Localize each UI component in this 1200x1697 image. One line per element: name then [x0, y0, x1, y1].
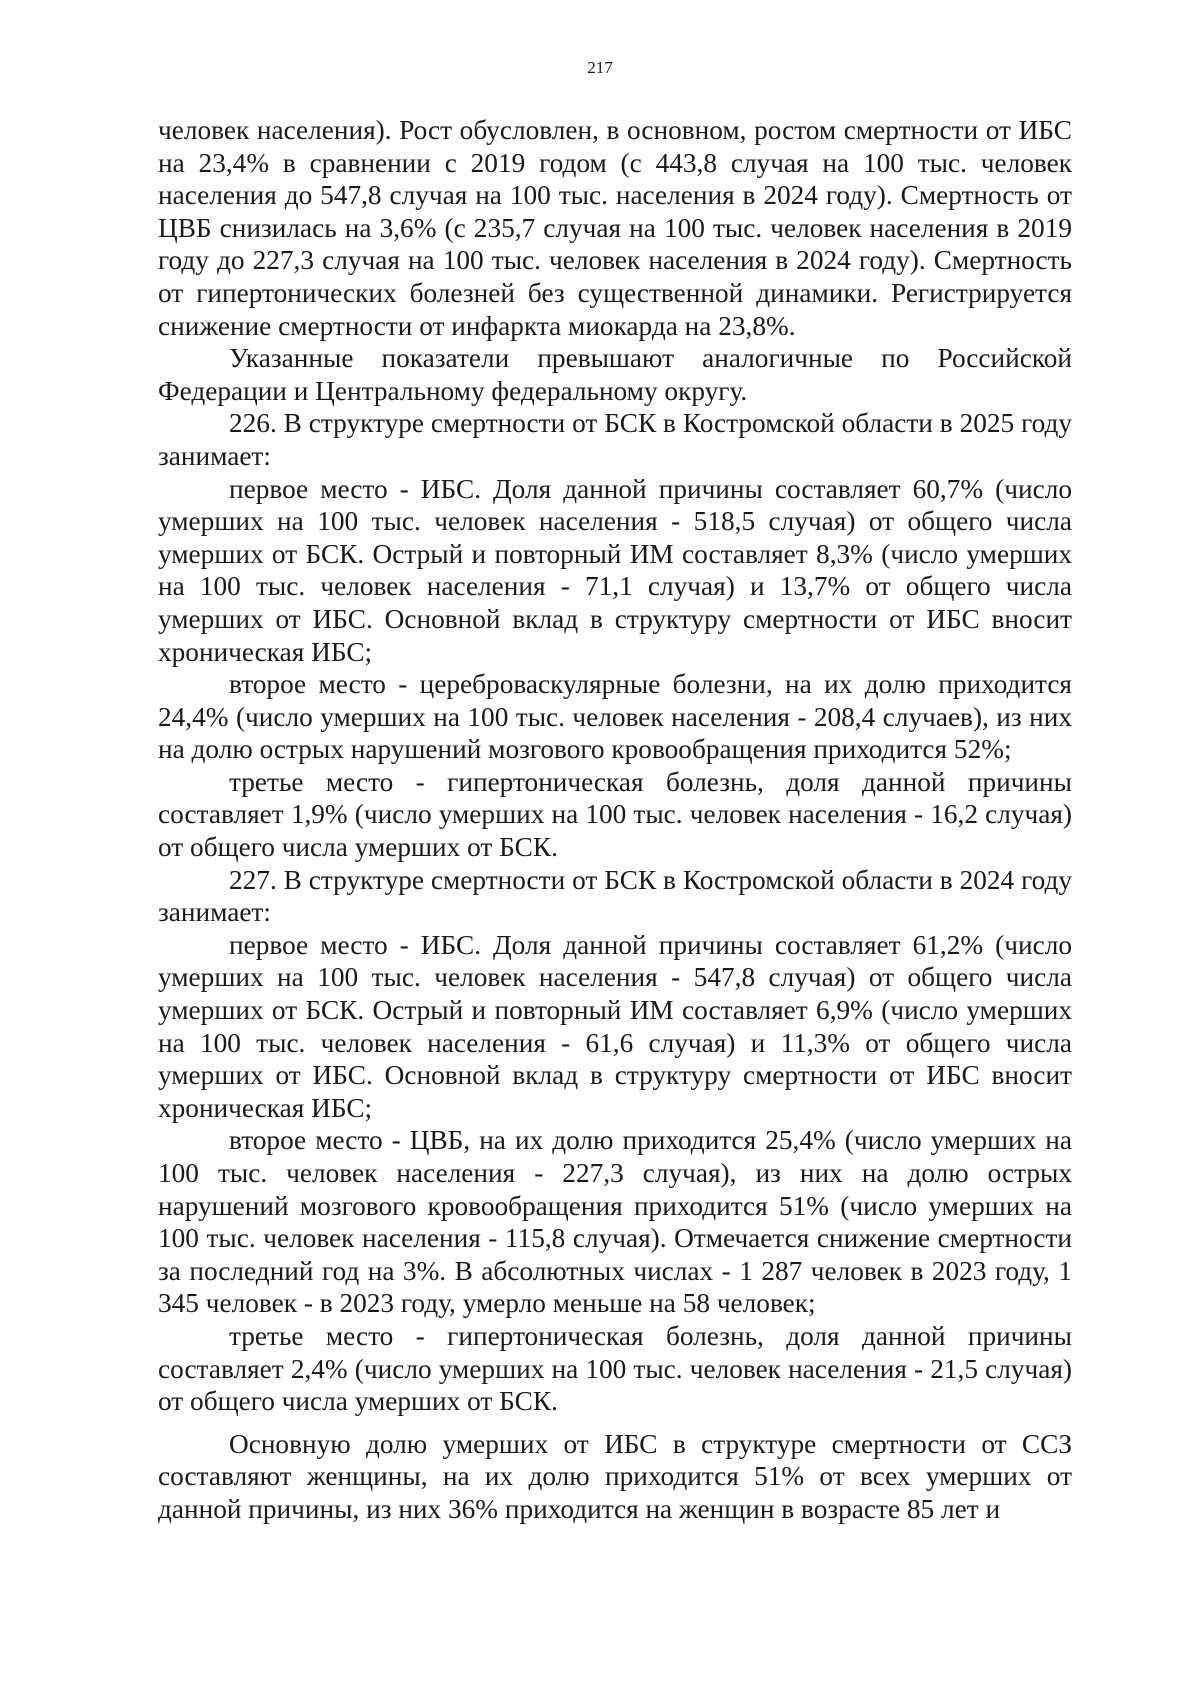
paragraph-women-share: Основную долю умерших от ИБС в структуре смертности от ССЗ составляют женщины, на их долю приходится 51% от всех умерших от данной причины, из них 36% приходится на женщин в возрасте 85 лет и	[158, 1428, 1072, 1524]
paragraph-2024-first-place: первое место - ИБС. Доля данной причины составляет 61,2% (число умерших на 100 тыс. человек населения - 547,8 случая) от общего числа умерших от БСК. Острый и повторный ИМ составляет 6,9% (число умерших на 100 тыс. человек населения - 61,6 случая) и 11,3% от общего числа умерших от ИБС. Основной вклад в структуру смертности от ИБС вносит хроническая ИБС;	[158, 929, 1072, 1123]
body-text	[158, 114, 1072, 1526]
paragraph-2025-second-place: второе место - цереброваскулярные болезни, на их долю приходится 24,4% (число умерших на 100 тыс. человек населения - 208,4 случаев), из них на долю острых нарушений мозгового кровообращения приходится 52%;	[158, 669, 1072, 765]
paragraph-2025-third-place: третье место - гипертоническая болезнь, доля данной причины составляет 1,9% (число умерших на 100 тыс. человек населения - 16,2 случая) от общего числа умерших от БСК.	[158, 766, 1072, 863]
paragraph-2024-second-place: второе место - ЦВБ, на их долю приходится 25,4% (число умерших на 100 тыс. человек населения - 227,3 случая), из них на долю острых нарушений мозгового кровообращения приходится 51% (число умерших на 100 тыс. человек населения - 115,8 случая). Отмечается снижение смертности за последний год на 3%. В абсолютных числах - 1 287 человек в 2023 году, 1 345 человек - в 2023 году, умерло меньше на 58 человек;	[158, 1125, 1072, 1319]
paragraph-item-227-intro: 227. В структуре смертности от БСК в Костромской области в 2024 году занимает:	[158, 864, 1072, 928]
paragraph-mortality-growth: человек населения). Рост обусловлен, в основном, ростом смертности от ИБС на 23,4% в сравнении с 2019 годом (с 443,8 случая на 100 тыс. человек населения до 547,8 случая на 100 тыс. населения в 2024 году). Смертность от ЦВБ снизилась на 3,6% (с 235,7 случая на 100 тыс. человек населения в 2019 году до 227,3 случая на 100 тыс. человек населения в 2024 году). Смертность от гипертонических болезней без существенной динамики. Регистрируется снижение смертности от инфаркта миокарда на 23,8%.	[158, 115, 1072, 341]
paragraph-comparison: Указанные показатели превышают аналогичные по Российской Федерации и Центральному федеральному округу.	[158, 343, 1072, 406]
paragraph-2024-third-place: третье место - гипертоническая болезнь, доля данной причины составляет 2,4% (число умерших на 100 тыс. человек населения - 21,5 случая) от общего числа умерших от БСК.	[158, 1320, 1072, 1417]
paragraph-item-226-intro: 226. В структуре смертности от БСК в Костромской области в 2025 году занимает:	[158, 408, 1072, 471]
page-number: 217	[587, 58, 613, 77]
paragraph-2025-first-place: первое место - ИБС. Доля данной причины составляет 60,7% (число умерших на 100 тыс. человек населения - 518,5 случая) от общего числа умерших от БСК. Острый и повторный ИМ составляет 8,3% (число умерших на 100 тыс. человек населения - 71,1 случая) и 13,7% от общего числа умерших от ИБС. Основной вклад в структуру смертности от ИБС вносит хроническая ИБС;	[158, 473, 1072, 667]
